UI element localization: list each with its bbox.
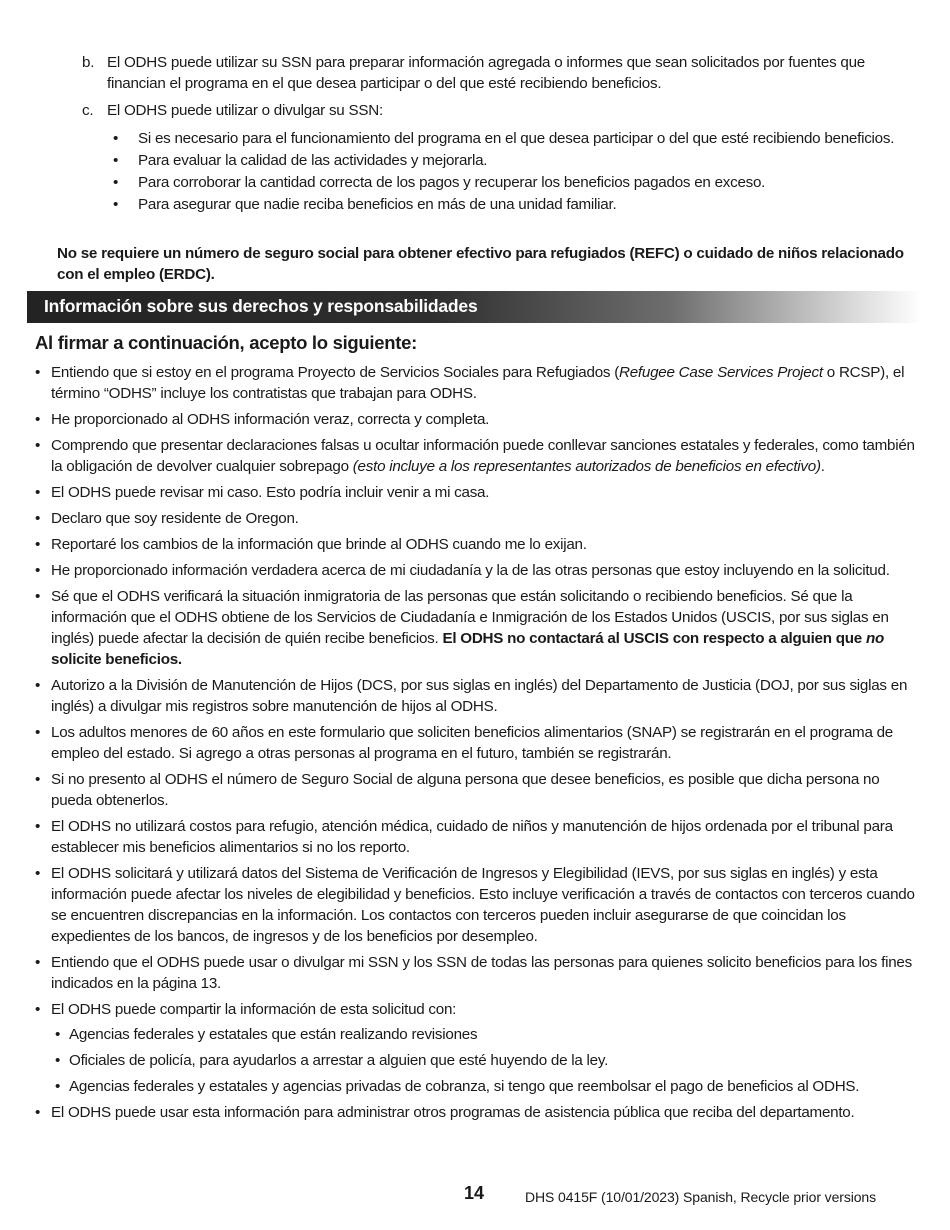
item-letter: b. xyxy=(82,54,95,71)
ssn-disclosure-reasons xyxy=(110,128,900,216)
bullet: • xyxy=(55,1078,61,1095)
bullet: • xyxy=(113,196,119,213)
list-item xyxy=(35,482,923,503)
list-item-text: Reportaré los cambios de la información que brinde al ODHS cuando me lo exijan. xyxy=(51,536,587,553)
list-item xyxy=(35,769,923,811)
bullet: • xyxy=(35,818,41,835)
bullet: • xyxy=(35,437,41,454)
list-item-text: Agencias federales y estatales que están realizando revisiones xyxy=(69,1026,478,1043)
list-item xyxy=(110,194,900,215)
list-item xyxy=(35,508,923,529)
section-title: Información sobre sus derechos y responsabilidades xyxy=(44,296,478,316)
list-item-text: El ODHS solicitará y utilizará datos del Sistema de Verificación de Ingresos y Elegibilidad (IEVS, por sus siglas en inglés) y esta información puede afectar los niveles de elegibilidad y beneficios. Esto incluye verificación a través de contactos con terceros cuando se encuentren discrepancias en la información. Los contactos con terceros pueden incluir asegurarse de que coincidan los expedientes de los bancos, de ingresos y de los beneficios por desempleo. xyxy=(51,865,915,945)
list-item-b xyxy=(82,52,897,94)
bullet: • xyxy=(35,954,41,971)
list-item-c xyxy=(82,100,897,121)
list-item xyxy=(35,999,923,1097)
list-item-text: Oficiales de policía, para ayudarlos a arrestar a alguien que esté huyendo de la ley. xyxy=(69,1052,609,1069)
list-item-text: El ODHS no utilizará costos para refugio, atención médica, cuidado de niños y manutención de hijos ordenada por el tribunal para establecer mis beneficios alimentarios si no los reporto. xyxy=(51,818,893,856)
item-letter: c. xyxy=(82,102,94,119)
list-item-text: Los adultos menores de 60 años en este formulario que soliciten beneficios alimentarios (SNAP) se registrarán en el programa de empleo del estado. Si agrego a otras personas al programa en el futuro, también se registrarán. xyxy=(51,724,893,762)
list-item-text: Para asegurar que nadie reciba beneficios en más de una unidad familiar. xyxy=(138,196,617,213)
bullet: • xyxy=(35,364,41,381)
bullet: • xyxy=(55,1026,61,1043)
list-item-text: Sé que el ODHS verificará la situación inmigratoria de las personas que están solicitando o recibiendo beneficios. Sé que la información que el ODHS obtiene de los Servicios de Ciudadanía e Inmigración de los Estados Unidos (USCIS, por sus siglas en inglés) puede afectar la decisión de quién recibe beneficios. El ODHS no contactará al USCIS con respecto a alguien que no solicite beneficios. xyxy=(51,588,889,668)
list-item xyxy=(35,1102,923,1123)
list-item-text: Para evaluar la calidad de las actividades y mejorarla. xyxy=(138,152,488,169)
bullet: • xyxy=(35,510,41,527)
bullet: • xyxy=(35,484,41,501)
list-item xyxy=(35,722,923,764)
list-item xyxy=(110,128,900,149)
rights-responsibilities-list xyxy=(35,362,923,1128)
list-item-text: He proporcionado al ODHS información veraz, correcta y completa. xyxy=(51,411,490,428)
list-item xyxy=(35,952,923,994)
list-item xyxy=(35,362,923,404)
agreement-heading: Al firmar a continuación, acepto lo siguiente: xyxy=(35,332,417,353)
bullet: • xyxy=(113,130,119,147)
item-text: El ODHS puede utilizar su SSN para preparar información agregada o informes que sean solicitados por fuentes que financian el programa en el que desea participar o del que esté recibiendo beneficios. xyxy=(107,54,865,92)
bullet: • xyxy=(35,724,41,741)
bullet: • xyxy=(35,1104,41,1121)
list-item-text: Declaro que soy residente de Oregon. xyxy=(51,510,299,527)
bullet: • xyxy=(35,771,41,788)
list-item xyxy=(110,172,900,193)
list-item-text: Si no presento al ODHS el número de Seguro Social de alguna persona que desee beneficios, es posible que dicha persona no pueda obtenerlos. xyxy=(51,771,880,809)
bullet: • xyxy=(35,1001,41,1018)
list-item-text: Entiendo que el ODHS puede usar o divulgar mi SSN y los SSN de todas las personas para quienes solicito beneficios para los fines indicados en la página 13. xyxy=(51,954,912,992)
list-item-text: He proporcionado información verdadera acerca de mi ciudadanía y la de las otras personas que estoy incluyendo en la solicitud. xyxy=(51,562,890,579)
page-number: 14 xyxy=(464,1183,485,1203)
bullet: • xyxy=(35,411,41,428)
list-item-text: Entiendo que si estoy en el programa Proyecto de Servicios Sociales para Refugiados (Refugee Case Services Project o RCSP), el término “ODHS” incluye los contratistas que trabajan para ODHS. xyxy=(51,364,905,402)
list-item-text: Si es necesario para el funcionamiento del programa en el que desea participar o del que esté recibiendo beneficios. xyxy=(138,130,895,147)
list-item xyxy=(35,1050,923,1071)
list-item xyxy=(35,863,923,947)
bullet: • xyxy=(113,174,119,191)
list-item-text: Agencias federales y estatales y agencias privadas de cobranza, si tengo que reembolsar el pago de beneficios al ODHS. xyxy=(69,1078,860,1095)
bullet: • xyxy=(35,562,41,579)
bullet: • xyxy=(55,1052,61,1069)
list-item xyxy=(35,816,923,858)
list-item xyxy=(35,435,923,477)
list-item-text: El ODHS puede compartir la información de esta solicitud con: xyxy=(51,1001,457,1018)
list-item xyxy=(35,1024,923,1045)
list-item xyxy=(35,586,923,670)
info-sharing-sublist xyxy=(35,1024,923,1097)
section-header-banner xyxy=(27,291,922,323)
list-item-text: Comprendo que presentar declaraciones falsas u ocultar información puede conllevar sanciones estatales y federales, como también la obligación de devolver cualquier sobrepago (esto incluye a los representantes autorizados de beneficios en efectivo). xyxy=(51,437,915,475)
list-item xyxy=(35,534,923,555)
ssn-not-required-note: No se requiere un número de seguro social para obtener efectivo para refugiados (REFC) o cuidado de niños relacionado con el empleo (ERDC). xyxy=(57,245,904,283)
ssn-use-list xyxy=(82,52,897,127)
bullet: • xyxy=(35,536,41,553)
bullet: • xyxy=(35,588,41,605)
list-item xyxy=(35,560,923,581)
list-item xyxy=(35,409,923,430)
list-item-text: Para corroborar la cantidad correcta de los pagos y recuperar los beneficios pagados en exceso. xyxy=(138,174,766,191)
list-item-text: El ODHS puede revisar mi caso. Esto podría incluir venir a mi casa. xyxy=(51,484,490,501)
list-item xyxy=(35,675,923,717)
bullet: • xyxy=(35,677,41,694)
bullet: • xyxy=(113,152,119,169)
form-identifier: DHS 0415F (10/01/2023) Spanish, Recycle prior versions xyxy=(525,1189,876,1205)
list-item xyxy=(35,1076,923,1097)
list-item-text: Autorizo a la División de Manutención de Hijos (DCS, por sus siglas en inglés) del Departamento de Justicia (DOJ, por sus siglas en inglés) a divulgar mis registros sobre manutención de hijos al ODHS. xyxy=(51,677,908,715)
list-item xyxy=(110,150,900,171)
item-text: El ODHS puede utilizar o divulgar su SSN: xyxy=(107,102,383,119)
bullet: • xyxy=(35,865,41,882)
list-item-text: El ODHS puede usar esta información para administrar otros programas de asistencia pública que reciba del departamento. xyxy=(51,1104,855,1121)
